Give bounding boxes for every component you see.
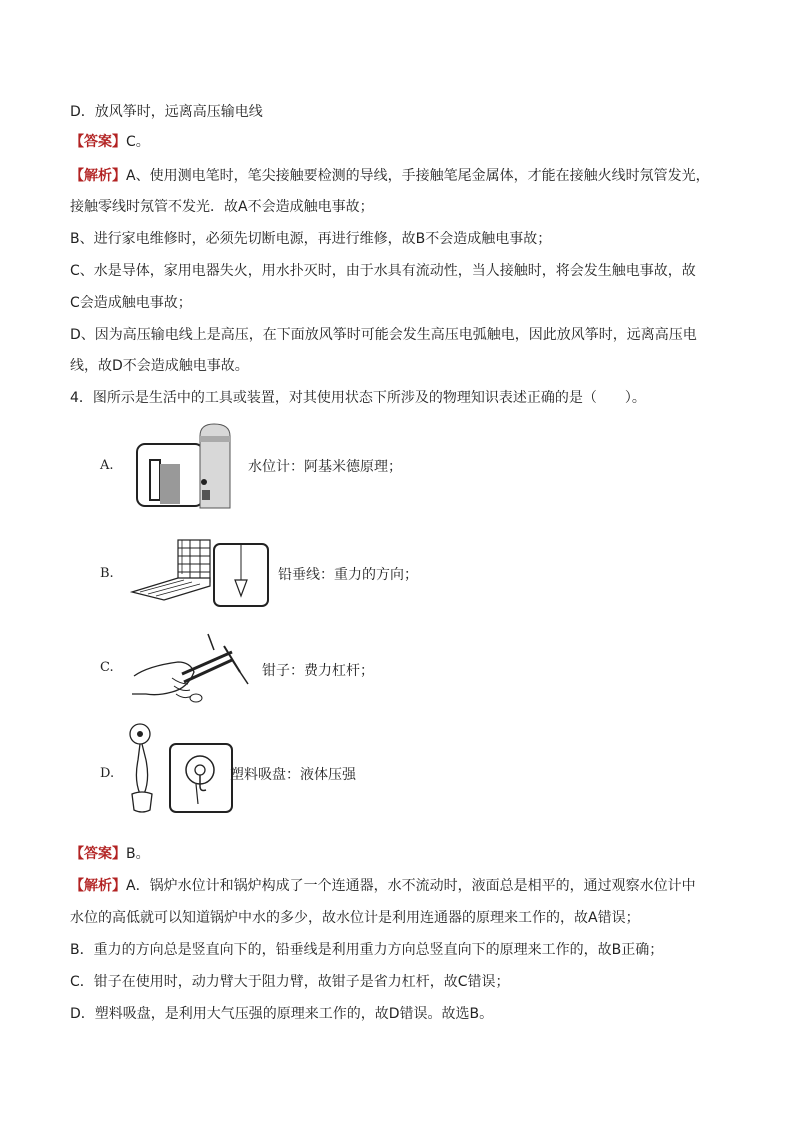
analysis-1-line-7: 线，故D不会造成触电事故。 [70, 358, 249, 374]
analysis-1-line-6: D、因为高压输电线上是高压，在下面放风筝时可能会发生高压电弧触电，因此放风筝时，远离高压电 [70, 327, 697, 343]
analysis-2-line-2: 水位的高低就可以知道锅炉中水的多少，故水位计是利用连通器的原理来工作的，故A错误； [70, 910, 640, 926]
option-d-label: D. [100, 766, 115, 781]
water-gauge-figure [134, 422, 246, 510]
analysis-tag: 【解析】 [70, 878, 126, 894]
analysis-2-line-5: D．塑料吸盘，是利用大气压强的原理来工作的，故D错误。故选B。 [70, 1006, 494, 1022]
option-d-previous: D．放风筝时，远离高压输电线 [70, 104, 263, 120]
answer-tag: 【答案】 [70, 846, 126, 862]
analysis-1-line-1 [70, 166, 710, 186]
answer-text: C。 [126, 134, 150, 150]
analysis-tag: 【解析】 [70, 168, 126, 184]
analysis-2-line-4: C．钳子在使用时，动力臂大于阻力臂，故钳子是省力杠杆，故C错误； [70, 974, 510, 990]
analysis-text: A．锅炉水位计和锅炉构成了一个连通器，水不流动时，液面总是相平的，通过观察水位计中 [126, 878, 696, 894]
answer-1 [70, 132, 150, 152]
analysis-1-line-5: C会造成触电事故； [70, 295, 192, 311]
option-c-label: C. [100, 660, 114, 675]
answer-tag: 【答案】 [70, 134, 126, 150]
option-a-label: A. [100, 458, 114, 473]
plumb-line-figure [130, 534, 270, 610]
analysis-1-line-4: C、水是导体，家用电器失火，用水扑灭时，由于水具有流动性，当人接触时，将会发生触电事故，故 [70, 263, 696, 279]
option-b-text: 铅垂线：重力的方向； [278, 567, 418, 583]
pliers-figure [128, 632, 254, 708]
suction-cup-figure [126, 720, 236, 820]
analysis-2-line-1 [70, 876, 696, 896]
option-c-text: 钳子：费力杠杆； [262, 663, 374, 679]
answer-2 [70, 844, 150, 864]
option-b-label: B. [100, 566, 114, 581]
analysis-1-line-3: B、进行家电维修时，必须先切断电源，再进行维修，故B不会造成触电事故； [70, 231, 552, 247]
analysis-text: A、使用测电笔时，笔尖接触要检测的导线，手接触笔尾金属体，才能在接触火线时氖管发光， [126, 168, 710, 184]
option-a-text: 水位计：阿基米德原理； [248, 459, 402, 475]
answer-text: B。 [126, 846, 150, 862]
analysis-1-line-2: 接触零线时氖管不发光．故A不会造成触电事故； [70, 199, 374, 215]
analysis-2-line-3: B．重力的方向总是竖直向下的，铅垂线是利用重力方向总竖直向下的原理来工作的，故B正确； [70, 942, 664, 958]
question-4-stem: 4．图所示是生活中的工具或装置，对其使用状态下所涉及的物理知识表述正确的是（ ）。 [70, 390, 646, 406]
option-d-text: 塑料吸盘：液体压强 [230, 767, 356, 783]
